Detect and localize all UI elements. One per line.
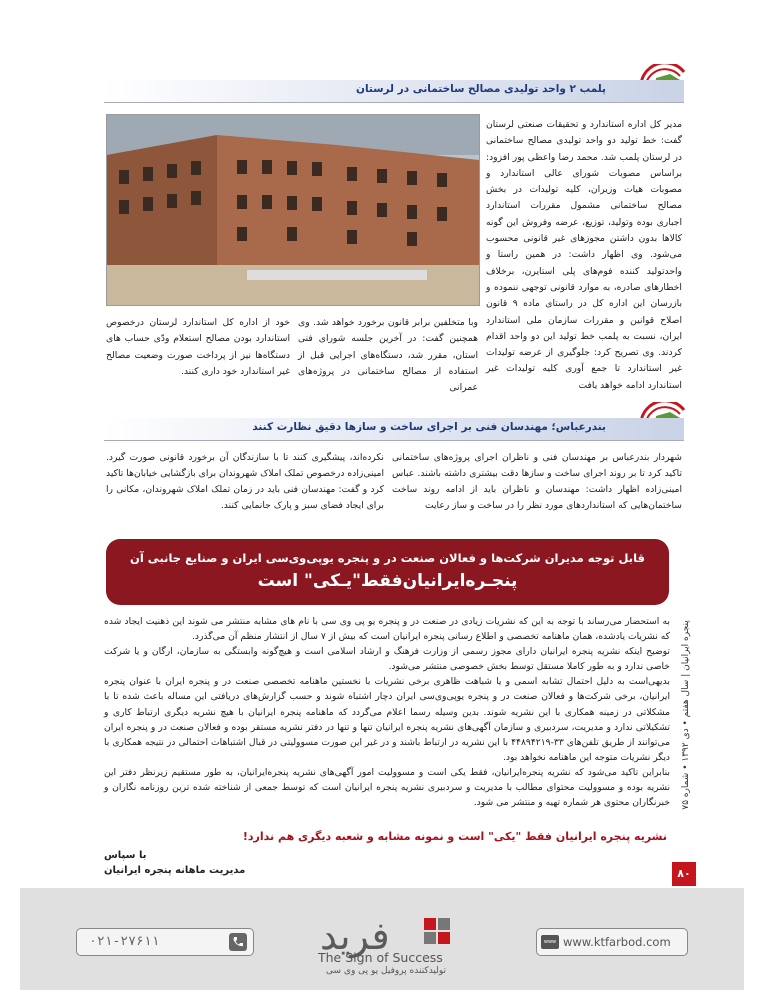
article2-column-left: نکرده‌اند، پیشگیری کنند تا با سازندگان آن برخورد قانونی صورت گیرد. امینی‌زاده درخصوص تملک املاک شهروندان برای بازگشایی خیابان‌ها تاکید کرد و گفت: مهندسان فنی باید در زمان تملک املاک شهروندان، مکانی را برای ایجاد فضای سبز و پارک جانمایی کنند. <box>106 452 384 511</box>
article1-column-middle: وبا متخلفین برابر قانون برخورد خواهد شد. وی همچنین گفت: در آخرین جلسه شورای فنی استان، مقرر شد، دستگاه‌های اجرایی قبل از استفاده از مصالح ساختمانی در پروژه‌های عمرانی <box>298 317 478 394</box>
logo-mark <box>424 918 450 944</box>
page-number: ۸۰ <box>672 862 696 886</box>
issue-sidebar <box>676 585 694 855</box>
article1-title: پلمب ۲ واحد تولیدی مصالح ساختمانی در لرستان <box>356 83 606 95</box>
notice-body <box>104 614 670 810</box>
website-box[interactable] <box>536 928 688 956</box>
notice-banner <box>106 539 669 605</box>
footer-advert <box>20 888 744 990</box>
article2-column-right: شهردار بندرعباس بر مهندسان فنی و ناظران اجرای پروژه‌های ساختمانی تاکید کرد تا بر روند اجرای ساخت و سازها دقت بیشتری داشته باشند. عباس امینی‌زاده اظهار داشت: مهندسان و ناظران باید از ادامه روند ساخت ساختمان‌هایی که استانداردهای مورد نظر را در ساخت و ساز رعایت <box>392 452 682 511</box>
brand-logo: فرید <box>320 914 390 958</box>
phone-box <box>76 928 254 956</box>
article2-title-bar <box>104 418 684 441</box>
notice-closing: نشریه پنجره ایرانیان فقط "یکی" است و نمونه مشابه و شعبه دیگری هم ندارد! <box>242 830 667 843</box>
notice-thanks: با سپاس <box>104 850 147 861</box>
banner-title: پنجـره‌ایرانیان‌فقط"یـکی" است <box>257 571 518 591</box>
website-link[interactable]: www.ktfarbod.com <box>563 935 671 949</box>
notice-paragraph: بدیهی‌است به دلیل احتمال تشابه اسمی و یا شباهت ظاهری برخی نشریات با نخستین ماهنامه تخصصی صنعت در و پنجره ایران با عنوان پنجره ایرانیان، برخی شرکت‌ها و فعالان صنعت در و پنجره یوپی‌وی‌سی ایران دچار اشتباه شوند و حسب گزارش‌های دریافتی این مساله باعث شده تا با مشکلاتی در زمینه همکاری با این نشریه شوند. بدین وسیله رسما اعلام می‌گردد که ماهنامه پنجره ایرانیان با هیچ نشریه دیگری ارتباط کاری و تشکیلاتی ندارد و مدیریت، سردبیری و سازمان آگهی‌های نشریه پنجره ایرانیان تنها و تنها در دفتر نشریه مستقر بوده و فعالان صنعت در و پنجره ایران می‌توانند از طریق تلفن‌های ۳۳-۴۴۸۹۴۲۱۹ با این نشریه در ارتباط باشند و در غیر این صورت مسوولیتی در قبال اشتباهات احتمالی در نتیجه همکاری با دیگر نشریات متوجه این ماهنامه نخواهد بود. <box>104 676 671 763</box>
building-photo <box>106 114 480 306</box>
phone-icon <box>229 933 247 951</box>
notice-signature: مدیریت ماهانه پنجره ایرانیان <box>104 865 246 876</box>
brand-slogan: The Sign of Success <box>318 950 443 965</box>
www-icon: www <box>541 935 559 949</box>
notice-paragraph: توضیح اینکه نشریه پنجره ایرانیان دارای مجوز رسمی از وزارت فرهنگ و ارشاد اسلامی است و هیچ‌گونه وابستگی به سازمان، ارگان و یا شرکت خاصی ندارد و به طور کاملا مستقل توسط بخش خصوصی منتشر می‌شود. <box>104 646 670 673</box>
brand-slogan-fa: تولیدکننده پروفیل یو پی وی سی <box>326 966 447 976</box>
article1-title-bar <box>104 80 684 103</box>
notice-paragraph: به استحضار می‌رساند با توجه به این که نشریات زیادی در صنعت در و پنجره یو پی وی سی با نام های مشابه منتشر می شوند این ذهنیت ایجاد شده که نشریات یادشده، همان ماهنامه تخصصی و اطلاع رسانی پنجره ایرانیان است که بیش از ۷ سال از انتشار منظم آن می‌گذرد. <box>104 616 670 643</box>
phone-number: ۰۲۱-۲۷۶۱۱ <box>89 934 160 949</box>
article2-title: بندرعباس؛ مهندسان فنی بر اجرای ساخت و سازها دقیق نظارت کنند <box>252 421 606 433</box>
notice-paragraph: بنابراین تاکید می‌شود که نشریه پنجره‌ایرانیان، فقط یکی است و مسوولیت امور آگهی‌های نشریه پنجره‌ایرانیان، به طور مستقیم زیرنظر دفتر این نشریه بوده و مسوولیت محتوای مطالب با مدیریت و سردبیری نشریه پنجره ایرانیان است که توسط جمعی از شناخته شده ترین روزنامه نگاران و خبرنگاران محتوی هر شماره تهیه و منتشر می شود. <box>104 766 670 809</box>
article1-column-left: خود از اداره کل استاندارد لرستان درخصوص استاندارد بودن مصالح استعلام ودّی حساب های دستگاه‌ها نیز از پرداخت صورت وضعیت مصالح غیر استاندارد خود داری کنند. <box>106 317 290 377</box>
article1-column-right: مدیر کل اداره استاندارد و تحقیقات صنعتی لرستان گفت: خط تولید دو واحد تولیدی مصالح ساختمانی در لرستان پلمب شد. محمد رضا واعظی پور افزود: براساس مصوبات شورای عالی استاندارد و مصوبات هیات وزیران، کلیه تولیدات در بخش مصالح ساختمانی مشمول مقررات استاندارد اجباری بوده وتولید، توزیع، عرضه وفروش این گونه کالاها بدون داشتن مجوزهای غیر قانونی محسوب می‌شود. وی اظهار داشت: در همین راستا و واحدتولید کننده فوم‌های پلی استایرن، برخلاف اخطارهای صادره، به موارد قانونی توجهی ننموده و بازرسان این اداره کل در راستای ماده ۹ قانون اصلاح قوانین و مقررات سازمان ملی استاندارد ایران، نسبت به پلمب خط تولید این دو واحد اقدام کردند. وی تصریح کرد: جلوگیری از عرضه تولیدات غیر استاندارد تا جمع آوری کلیه تولیدات غیر استاندارد ادامه خواهد یافت <box>486 119 682 391</box>
issue-info: پنجره ایرانیان | سال هفتم • دی ۱۳۹۲ • شماره ۷۵ <box>681 620 691 810</box>
banner-subtitle: قابل توجه مدیران شرکت‌ها و فعالان صنعت در و پنجره یوپی‌وی‌سی ایران و صنایع جانبی آن <box>130 551 645 565</box>
